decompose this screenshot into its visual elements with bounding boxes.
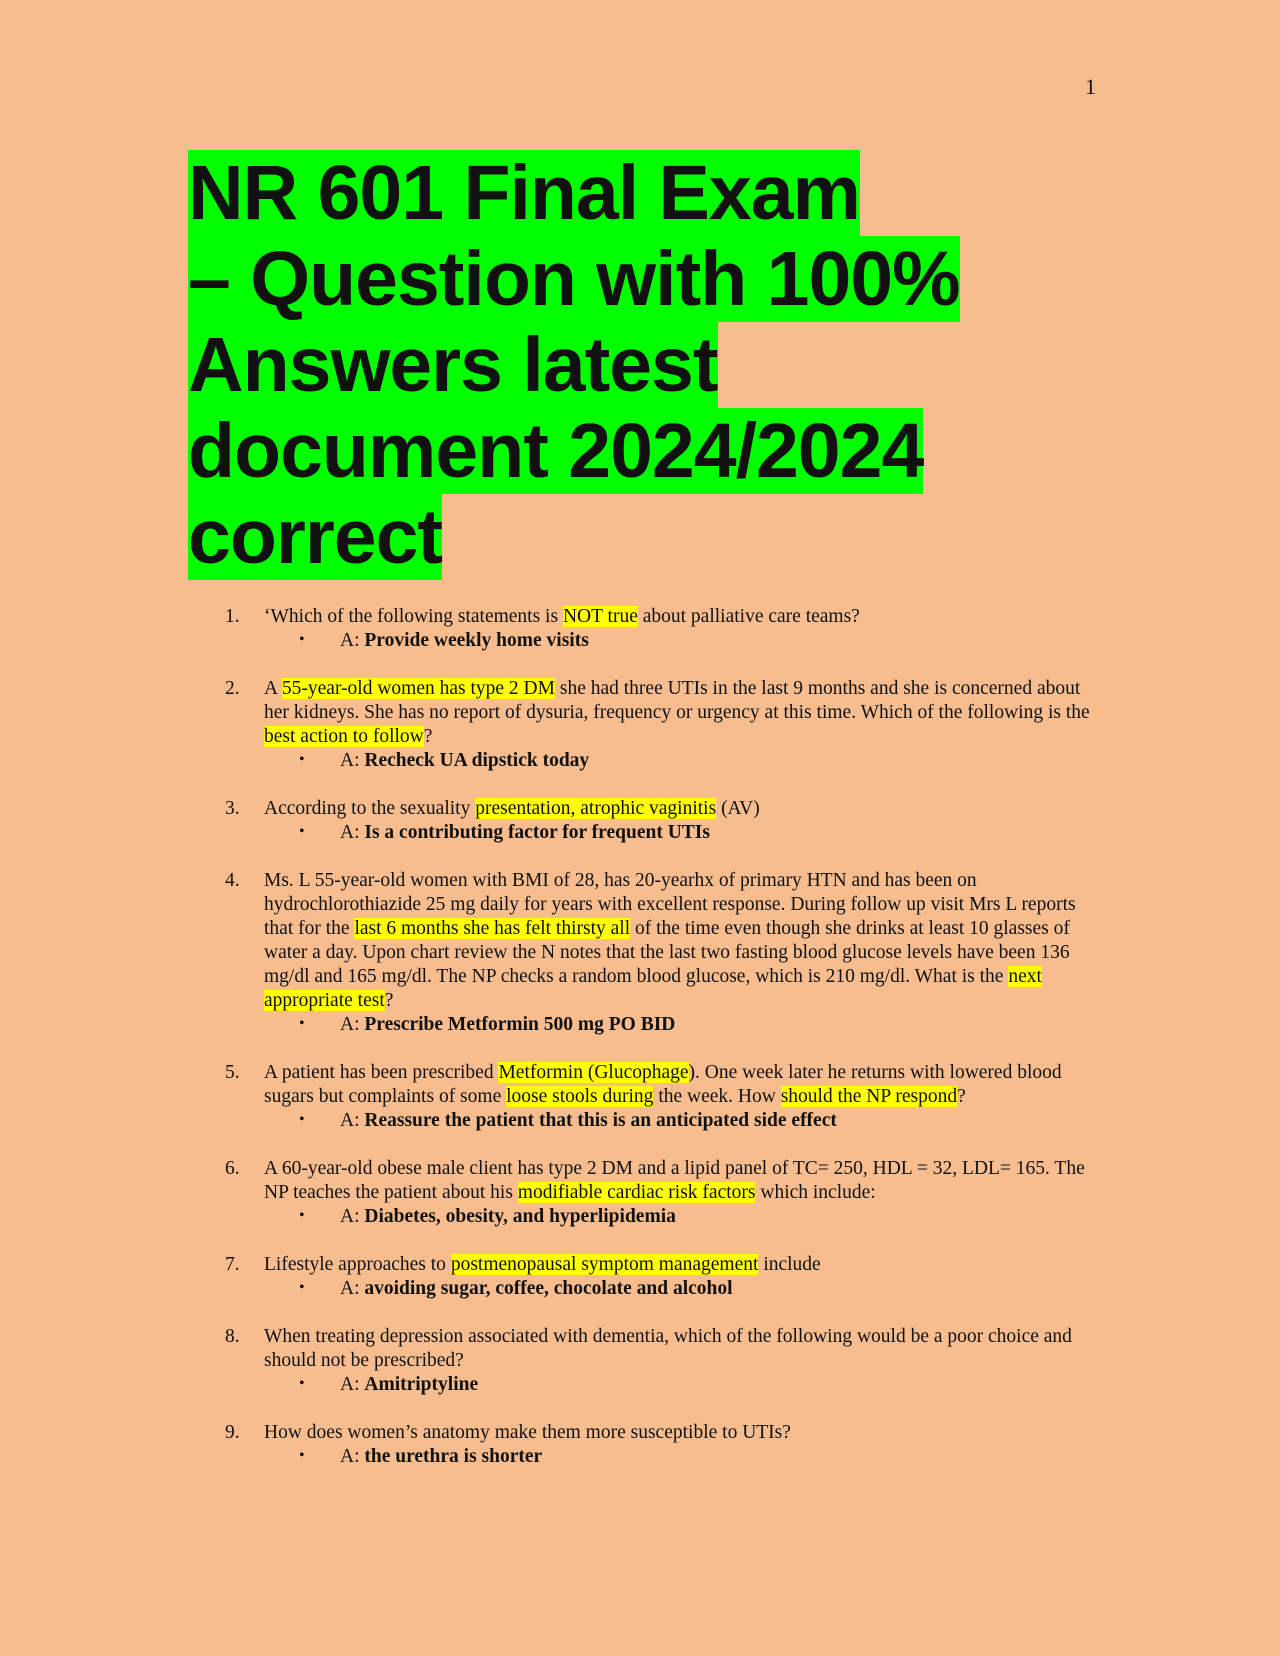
question-text [264, 677, 1100, 749]
page-number: 1 [1085, 74, 1096, 99]
question-text [264, 869, 1100, 1013]
highlighted-text: postmenopausal symptom management [450, 1254, 759, 1275]
answer-row [264, 1013, 1100, 1037]
highlighted-text: 55-year-old women has type 2 DM [281, 678, 555, 699]
question-text [264, 1061, 1100, 1109]
question-text-segment: include [758, 1254, 821, 1275]
highlighted-text: next appropriate test [264, 966, 1042, 1011]
bullet-icon: • [299, 823, 305, 840]
question-text-segment: she had three UTIs in the last 9 months and she is concerned about her kidneys. She has no report of dysuria, frequency or urgency at this time. Which of the following is the [264, 678, 1090, 723]
question-text [264, 1253, 1100, 1277]
question-text-segment: A 60-year-old obese male client has type 2 DM and a lipid panel of TC= 250, HDL = 32, LDL= 165. The NP teaches the patient about his [264, 1158, 1085, 1203]
answer-row [264, 1373, 1100, 1397]
question-item [0, 1061, 1280, 1133]
answer-prefix: A: [340, 1446, 365, 1467]
question-text-segment: According to the sexuality [264, 798, 476, 819]
question-number: 3. [225, 798, 240, 819]
bullet-icon: • [299, 1207, 305, 1224]
bullet-icon: • [299, 1279, 305, 1296]
question-item [0, 605, 1280, 653]
highlighted-text: presentation, atrophic vaginitis [475, 798, 717, 819]
answer-prefix: A: [340, 822, 365, 843]
question-text [264, 1421, 1100, 1445]
question-number: 9. [225, 1422, 240, 1443]
question-text-segment: of the time even though she drinks at least 10 glasses of water a day. Upon chart review the N notes that the last two fasting blood glucose levels have been 136 mg/dl and 165 mg/dl. The NP checks a random blood glucose, which is 210 mg/dl. What is the [264, 918, 1070, 987]
question-number: 2. [225, 678, 240, 699]
question-text-segment: ? [957, 1086, 966, 1107]
answer-row [264, 629, 1100, 653]
question-number: 1. [225, 606, 240, 627]
answer-text: Prescribe Metformin 500 mg PO BID [364, 1014, 676, 1035]
question-text-segment: ? [384, 990, 394, 1011]
question-number: 4. [225, 870, 240, 891]
answer-text: Recheck UA dipstick today [364, 750, 590, 771]
question-item [0, 1253, 1280, 1301]
title-line: NR 601 Final Exam [188, 150, 861, 236]
highlighted-text: loose stools during [506, 1086, 654, 1107]
answer-text: Reassure the patient that this is an anticipated side effect [364, 1110, 837, 1131]
question-text-segment: ‘Which of the following statements is [264, 606, 563, 627]
answer-row [264, 749, 1100, 773]
bullet-icon: • [299, 1015, 305, 1032]
question-number: 6. [225, 1158, 240, 1179]
answer-row [264, 821, 1100, 845]
question-text-segment: (AV) [716, 798, 760, 819]
question-text [264, 1157, 1100, 1205]
answer-prefix: A: [340, 1278, 365, 1299]
question-item [0, 677, 1280, 773]
answer-row [264, 1205, 1100, 1229]
answer-row [264, 1277, 1100, 1301]
bullet-icon: • [299, 1375, 305, 1392]
question-item [0, 1421, 1280, 1469]
answer-text: Diabetes, obesity, and hyperlipidemia [364, 1206, 676, 1227]
highlighted-text: last 6 months she has felt thirsty all [354, 918, 631, 939]
question-text-segment: A [264, 678, 282, 699]
question-number: 8. [225, 1326, 240, 1347]
title-line: Answers latest [188, 322, 718, 408]
question-text-segment: Ms. L 55-year-old women with BMI of 28, has 20-yearhx of primary HTN and has been on hydrochlorothiazide 25 mg daily for years with excellent response. During follow up visit Mrs L reports that for the [264, 870, 1076, 939]
answer-prefix: A: [340, 1014, 365, 1035]
answer-text: Is a contributing factor for frequent UTIs [364, 822, 710, 843]
question-text-segment: When treating depression associated with dementia, which of the following would be a poor choice and should not be prescribed? [264, 1326, 1072, 1371]
answer-text: avoiding sugar, coffee, chocolate and alcohol [364, 1278, 733, 1299]
question-text-segment: the week. How [653, 1086, 781, 1107]
highlighted-text: should the NP respond [780, 1086, 958, 1107]
question-text-segment: Lifestyle approaches to [264, 1254, 451, 1275]
answer-prefix: A: [340, 1110, 365, 1131]
answer-text: the urethra is shorter [364, 1446, 543, 1467]
highlighted-text: Metformin (Glucophage [498, 1062, 689, 1083]
question-text-segment: A patient has been prescribed [264, 1062, 499, 1083]
question-number: 5. [225, 1062, 240, 1083]
answer-prefix: A: [340, 1374, 365, 1395]
bullet-icon: • [299, 751, 305, 768]
bullet-icon: • [299, 631, 305, 648]
question-item [0, 1157, 1280, 1229]
question-text-segment: ). One week later he returns with lowered blood sugars but complaints of some [264, 1062, 1062, 1107]
title-line: document 2024/2024 [188, 408, 924, 494]
answer-prefix: A: [340, 750, 365, 771]
question-text-segment: ? [423, 726, 433, 747]
question-number: 7. [225, 1254, 240, 1275]
answer-prefix: A: [340, 630, 365, 651]
question-text-segment: which include: [755, 1182, 876, 1203]
answer-text: Amitriptyline [364, 1374, 479, 1395]
bullet-icon: • [299, 1111, 305, 1128]
document-title [188, 150, 1068, 580]
highlighted-text: modifiable cardiac risk factors [517, 1182, 756, 1203]
question-text [264, 1325, 1100, 1373]
answer-text: Provide weekly home visits [364, 630, 589, 651]
question-text [264, 797, 1100, 821]
title-line: – Question with 100% [188, 236, 960, 322]
question-text [264, 605, 1100, 629]
highlighted-text: best action to follow [264, 726, 424, 747]
question-item [0, 1325, 1280, 1397]
answer-row [264, 1445, 1100, 1469]
highlighted-text: NOT true [562, 606, 638, 627]
answer-row [264, 1109, 1100, 1133]
bullet-icon: • [299, 1447, 305, 1464]
answer-prefix: A: [340, 1206, 365, 1227]
question-text-segment: How does women’s anatomy make them more susceptible to UTIs? [264, 1422, 791, 1443]
question-item [0, 797, 1280, 845]
question-item [0, 869, 1280, 1037]
question-list [0, 605, 1280, 1493]
question-text-segment: about palliative care teams? [637, 606, 860, 627]
title-line: correct [188, 494, 443, 580]
